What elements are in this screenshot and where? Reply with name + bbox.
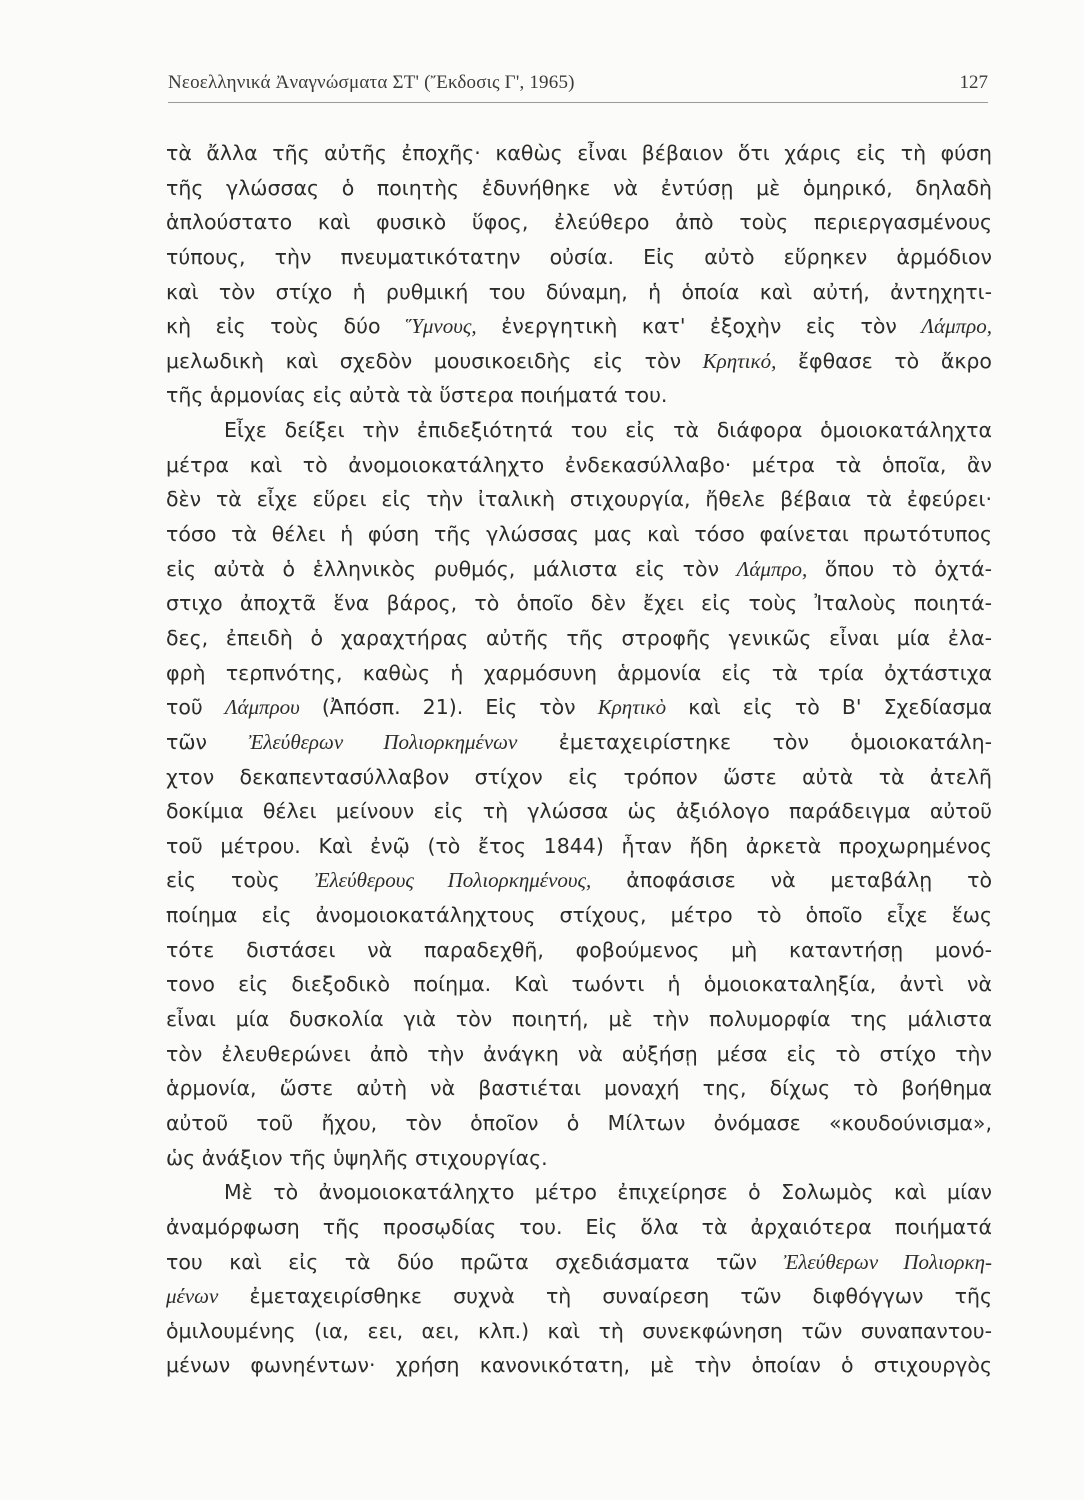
work-title-italic: Ἐλεύθερους Πολιορκημένους, [314, 868, 592, 893]
text-segment: ἐμεταχειρίστηκε τὸν ὁμοιοκατάλη- [558, 729, 992, 754]
text-segment: ἔφθασε τὸ ἄκρο [797, 348, 992, 373]
work-title-italic: Κρητικὸ [597, 695, 667, 720]
work-title-italic: Λάμπρο, [921, 314, 992, 339]
text-line: Εἶχε δείξει τὴν ἐπιδεξιότητά του εἰς τὰ διάφορα ὁμοιοκατάληχτα [224, 418, 992, 443]
text-line: τῆς γλώσσας ὁ ποιητὴς ἐδυνήθηκε νὰ ἐντύσῃ μὲ ὁμηρικό, δηλαδὴ [166, 175, 992, 200]
work-title-italic: μένων [166, 1284, 219, 1309]
text-line: τοῦ μέτρου. Καὶ ἐνῷ (τὸ ἔτος 1844) ἦταν ἤδη ἀρκετὰ προχωρημένος [166, 833, 992, 858]
text-segment: κὴ εἰς τοὺς δύο [166, 314, 381, 339]
text-line: δοκίμια θέλει μείνουν εἰς τὴ γλώσσα ὡς ἀξιόλογο παράδειγμα αὐτοῦ [166, 799, 992, 824]
work-title-italic: Ἐλεύθερων Πολιορκη- [783, 1249, 992, 1274]
text-segment: τοῦ [166, 695, 203, 720]
text-line [166, 1245, 992, 1280]
text-line: τὸν ἐλευθερώνει ἀπὸ τὴν ἀνάγκη νὰ αὐξήσῃ μέσα εἰς τὸ στίχο τὴν [166, 1041, 992, 1066]
text-segment: ἀποφάσισε νὰ μεταβάλῃ τὸ [626, 868, 992, 893]
text-line: ποίημα εἰς ἀνομοιοκατάληχτους στίχους, μέτρο τὸ ὁποῖο εἶχε ἕως [166, 903, 992, 928]
text-segment: (Ἀπόσπ. 21). Εἰς τὸν [321, 695, 576, 720]
text-segment: τῶν [166, 729, 207, 754]
text-line: φρὴ τερπνότης, καθὼς ἡ χαρμόσυνη ἁρμονία εἰς τὰ τρία ὀχτάστιχα [166, 660, 992, 685]
work-title-italic: Λάμπρο, [736, 556, 808, 581]
text-line: ἀναμόρφωση τῆς προσῳδίας του. Εἰς ὅλα τὰ ἀρχαιότερα ποιήματά [166, 1214, 992, 1239]
running-title: Νεοελληνικά Ἀναγνώσματα ΣΤ' (Ἔκδοσις Γ', 1965) [168, 72, 575, 93]
text-segment: ἐνεργητικὴ κατ' ἐξοχὴν εἰς τὸν [501, 314, 897, 339]
text-line: τύπους, τὴν πνευματικότατην οὐσία. Εἰς αὐτὸ εὕρηκεν ἁρμόδιον [166, 244, 992, 269]
text-line: μένων φωνηέντων· χρήση κανονικότατη, μὲ τὴν ὁποίαν ὁ στιχουργὸς [166, 1353, 992, 1378]
text-line: ὁμιλουμένης (ια, εει, αει, κλπ.) καὶ τὴ συνεκφώνηση τῶν συναπαντου- [166, 1318, 992, 1343]
text-line [166, 344, 992, 379]
page-number: 127 [959, 72, 988, 93]
text-line [166, 725, 992, 760]
text-line [166, 863, 992, 898]
text-line: τόσο τὰ θέλει ἡ φύση τῆς γλώσσας μας καὶ τόσο φαίνεται πρωτότυπος [166, 522, 992, 547]
text-segment: εἰς τοὺς [166, 868, 280, 893]
text-segment: ὅπου τὸ ὀχτά- [824, 556, 992, 581]
text-line: εἶναι μία δυσκολία γιὰ τὸν ποιητή, μὲ τὴν πολυμορφία της μάλιστα [166, 1007, 992, 1032]
text-line [166, 309, 992, 344]
text-line [166, 552, 992, 587]
work-title-italic: Ὕμνους, [405, 314, 477, 339]
work-title-italic: Ἐλεύθερων Πολιορκημένων [248, 729, 518, 754]
text-line: τονο εἰς διεξοδικὸ ποίημα. Καὶ τωόντι ἡ ὁμοιοκαταληξία, ἀντὶ νὰ [166, 972, 992, 997]
text-line: χτον δεκαπεντασύλλαβον στίχον εἰς τρόπον ὥστε αὐτὰ τὰ ἀτελῆ [166, 764, 992, 789]
text-line: Μὲ τὸ ἀνομοιοκατάληχτο μέτρο ἐπιχείρησε ὁ Σολωμὸς καὶ μίαν [224, 1180, 992, 1205]
text-segment: ἐμεταχειρίσθηκε συχνὰ τὴ συναίρεση τῶν διφθόγγων τῆς [249, 1284, 992, 1309]
text-line: ἁρμονία, ὥστε αὐτὴ νὰ βαστιέται μοναχή της, δίχως τὸ βοήθημα [166, 1076, 992, 1101]
text-line: ἁπλούστατο καὶ φυσικὸ ὕφος, ἐλεύθερο ἀπὸ τοὺς περιεργασμένους [166, 210, 992, 235]
text-line: ὡς ἀνάξιον τῆς ὑψηλῆς στιχουργίας. [166, 1145, 548, 1170]
text-segment: καὶ εἰς τὸ Β' Σχεδίασμα [688, 695, 992, 720]
body-text [166, 136, 992, 1383]
text-line: καὶ τὸν στίχο ἡ ρυθμική του δύναμη, ἡ ὁποία καὶ αὐτή, ἀντηχητι- [166, 279, 992, 304]
text-line: δες, ἐπειδὴ ὁ χαραχτήρας αὐτῆς τῆς στροφῆς γενικῶς εἶναι μία ἐλα- [166, 625, 992, 650]
text-segment: εἰς αὐτὰ ὁ ἑλληνικὸς ρυθμός, μάλιστα εἰς τὸν [166, 556, 720, 581]
text-line: τότε διστάσει νὰ παραδεχθῆ, φοβούμενος μὴ καταντήσῃ μονό- [166, 937, 992, 962]
text-segment: μελωδικὴ καὶ σχεδὸν μουσικοειδὴς εἰς τὸν [166, 348, 682, 373]
text-line [166, 1279, 992, 1314]
text-segment: του καὶ εἰς τὰ δύο πρῶτα σχεδιάσματα τῶν [166, 1249, 757, 1274]
header-rule [168, 102, 988, 103]
text-line: στιχο ἀποχτᾶ ἕνα βάρος, τὸ ὁποῖο δὲν ἔχει εἰς τοὺς Ἰταλοὺς ποιητά- [166, 591, 992, 616]
work-title-italic: Κρητικό, [702, 348, 777, 373]
text-line: δὲν τὰ εἶχε εὕρει εἰς τὴν ἰταλικὴ στιχουργία, ἤθελε βέβαια τὰ ἐφεύρει· [166, 487, 992, 512]
text-line: τὰ ἄλλα τῆς αὐτῆς ἐποχῆς· καθὼς εἶναι βέβαιον ὅτι χάρις εἰς τὴ φύση [166, 141, 992, 165]
work-title-italic: Λάμπρου [224, 695, 300, 720]
text-line: τῆς ἁρμονίας εἰς αὐτὰ τὰ ὕστερα ποιήματά του. [166, 383, 668, 408]
text-line [166, 690, 992, 725]
text-line: αὐτοῦ τοῦ ἤχου, τὸν ὁποῖον ὁ Μίλτων ὀνόμασε «κουδούνισμα», [166, 1110, 992, 1135]
text-line: μέτρα καὶ τὸ ἀνομοιοκατάληχτο ἐνδεκασύλλαβο· μέτρα τὰ ὁποῖα, ἂν [166, 452, 992, 477]
